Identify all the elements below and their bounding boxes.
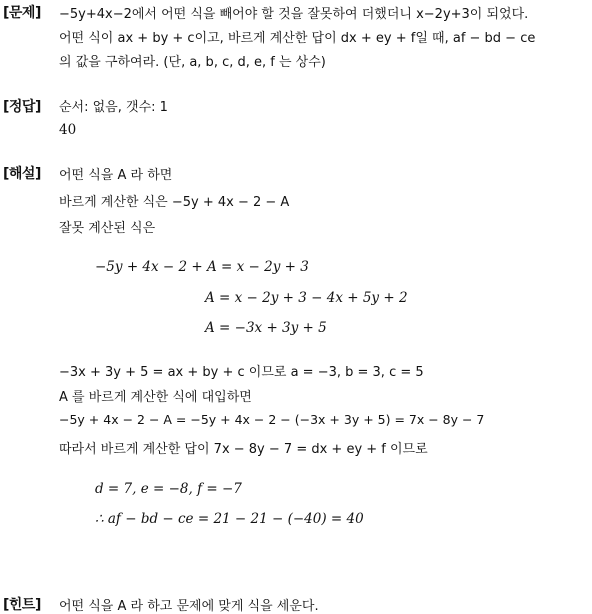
problem-line-3: 의 값을 구하여라. (단, a, b, c, d, e, f 는 상수) [59, 55, 326, 70]
problem-line-2: 어떤 식이 ax + by + c이고, 바르게 계산한 답이 dx + ey + f일 때, af − bd − ce [59, 31, 536, 46]
solution-line-3: 잘못 계산된 식은 [59, 221, 156, 236]
solution-line-2: 바르게 계산한 식은 −5y + 4x − 2 − A [59, 195, 290, 210]
equation-4: d = 7, e = −8, f = −7 [95, 481, 242, 497]
solution-line-5: A 를 바르게 계산한 식에 대입하면 [59, 390, 252, 405]
answer-value: 40 [59, 122, 77, 138]
hint-tag: [힌트] [3, 597, 41, 613]
solution-line-1: 어떤 식을 A 라 하면 [59, 168, 173, 183]
answer-line-1: 순서: 없음, 갯수: 1 [59, 100, 168, 115]
solution-line-7: 따라서 바르게 계산한 답이 7x − 8y − 7 = dx + ey + f 이므로 [59, 442, 428, 457]
equation-1: −5y + 4x − 2 + A = x − 2y + 3 [95, 259, 309, 275]
problem-tag: [문제] [3, 5, 41, 21]
equation-5: ∴ af − bd − ce = 21 − 21 − (−40) = 40 [95, 511, 364, 527]
problem-line-1: −5y+4x−2에서 어떤 식을 빼어야 할 것을 잘못하여 더했더니 x−2y+3이 되었다. [59, 7, 529, 22]
hint-line-1: 어떤 식을 A 라 하고 문제에 맞게 식을 세운다. [59, 599, 319, 614]
solution-line-4: −3x + 3y + 5 = ax + by + c 이므로 a = −3, b = 3, c = 5 [59, 365, 424, 380]
equation-3: A = −3x + 3y + 5 [205, 320, 327, 336]
equation-2: A = x − 2y + 3 − 4x + 5y + 2 [205, 290, 408, 306]
solution-tag: [해설] [3, 166, 41, 182]
answer-tag: [정답] [3, 99, 41, 115]
solution-line-6: −5y + 4x − 2 − A = −5y + 4x − 2 − (−3x + 3y + 5) = 7x − 8y − 7 [59, 412, 485, 427]
